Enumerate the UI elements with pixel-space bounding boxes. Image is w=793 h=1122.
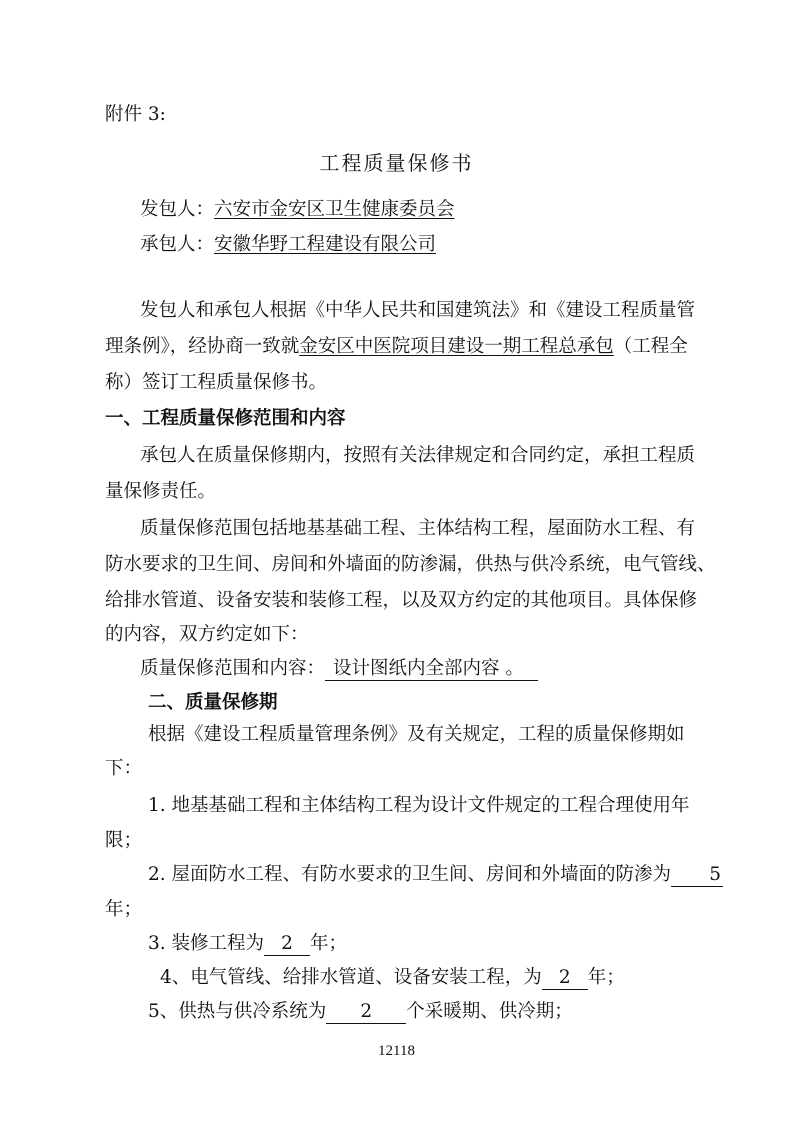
section1-p2-line3: 给排水管道、设备安装和装修工程，以及双方约定的其他项目。具体保修 [105,590,698,611]
section1-p2-line1: 质量保修范围包括地基基础工程、主体结构工程，屋面防水工程、有 [140,518,696,539]
scope-label: 质量保修范围和内容： [140,658,326,679]
employer-value: 六安市金安区卫生健康委员会 [214,199,455,220]
item2-unit: 年； [105,899,143,920]
section2-heading: 二、质量保修期 [148,692,278,713]
project-name: 金安区中医院项目建设一期工程总承包 [299,336,614,357]
intro-line-2 [105,334,688,360]
item4-value: 2 [542,967,588,990]
item4-pre: 4、电气管线、给排水管道、设备安装工程，为 [160,967,542,988]
page-number: 12118 [378,1043,415,1059]
item3 [148,931,347,957]
contractor-label: 承包人： [140,234,215,255]
item5-pre: 5、供热与供冷系统为 [148,1001,327,1022]
intro-line-3: 称）签订工程质量保修书。 [105,372,328,393]
section2-p1-line2: 下： [105,758,143,779]
item2-line1 [148,862,723,888]
item5 [148,999,573,1025]
contractor-line [140,232,436,258]
item2-value: 5 [671,864,723,887]
item3-pre: 3. 装修工程为 [148,933,265,954]
item5-unit: 个采暖期、供冷期； [406,1001,573,1022]
scope-line [140,656,538,682]
item3-value: 2 [264,933,310,956]
employer-label: 发包人： [140,199,215,220]
section2-p1-line1: 根据《建设工程质量管理条例》及有关规定，工程的质量保修期如 [148,724,685,745]
attachment-label: 附件 3: [105,104,166,125]
item1-line2: 限； [105,830,143,851]
item4 [160,965,625,991]
employer-line [140,197,455,223]
section1-p2-line4: 的内容，双方约定如下： [105,624,309,645]
section1-p1-line1: 承包人在质量保修期内，按照有关法律规定和合同约定，承担工程质 [140,445,696,466]
item5-value: 2 [326,1001,406,1024]
intro-line2-pre: 理条例》，经协商一致就 [105,336,300,357]
intro-line2-post: （工程全 [613,336,688,357]
item4-unit: 年； [587,967,625,988]
section1-p1-line2: 量保修责任。 [105,481,217,502]
document-title: 工程质量保修书 [319,151,474,175]
item2-text: 2. 屋面防水工程、有防水要求的卫生间、房间和外墙面的防渗为 [148,864,672,885]
scope-value: 设计图纸内全部内容 。 [325,658,538,681]
section1-heading: 一、工程质量保修范围和内容 [105,408,346,429]
intro-line-1: 发包人和承包人根据《中华人民共和国建筑法》和《建设工程质量管 [140,300,696,321]
item1-line1: 1. 地基基础工程和主体结构工程为设计文件规定的工程合理使用年 [148,795,690,816]
contractor-value: 安徽华野工程建设有限公司 [214,234,437,255]
item3-unit: 年； [310,933,348,954]
section1-p2-line2: 防水要求的卫生间、房间和外墙面的防渗漏，供热与供冷系统，电气管线、 [105,554,716,575]
